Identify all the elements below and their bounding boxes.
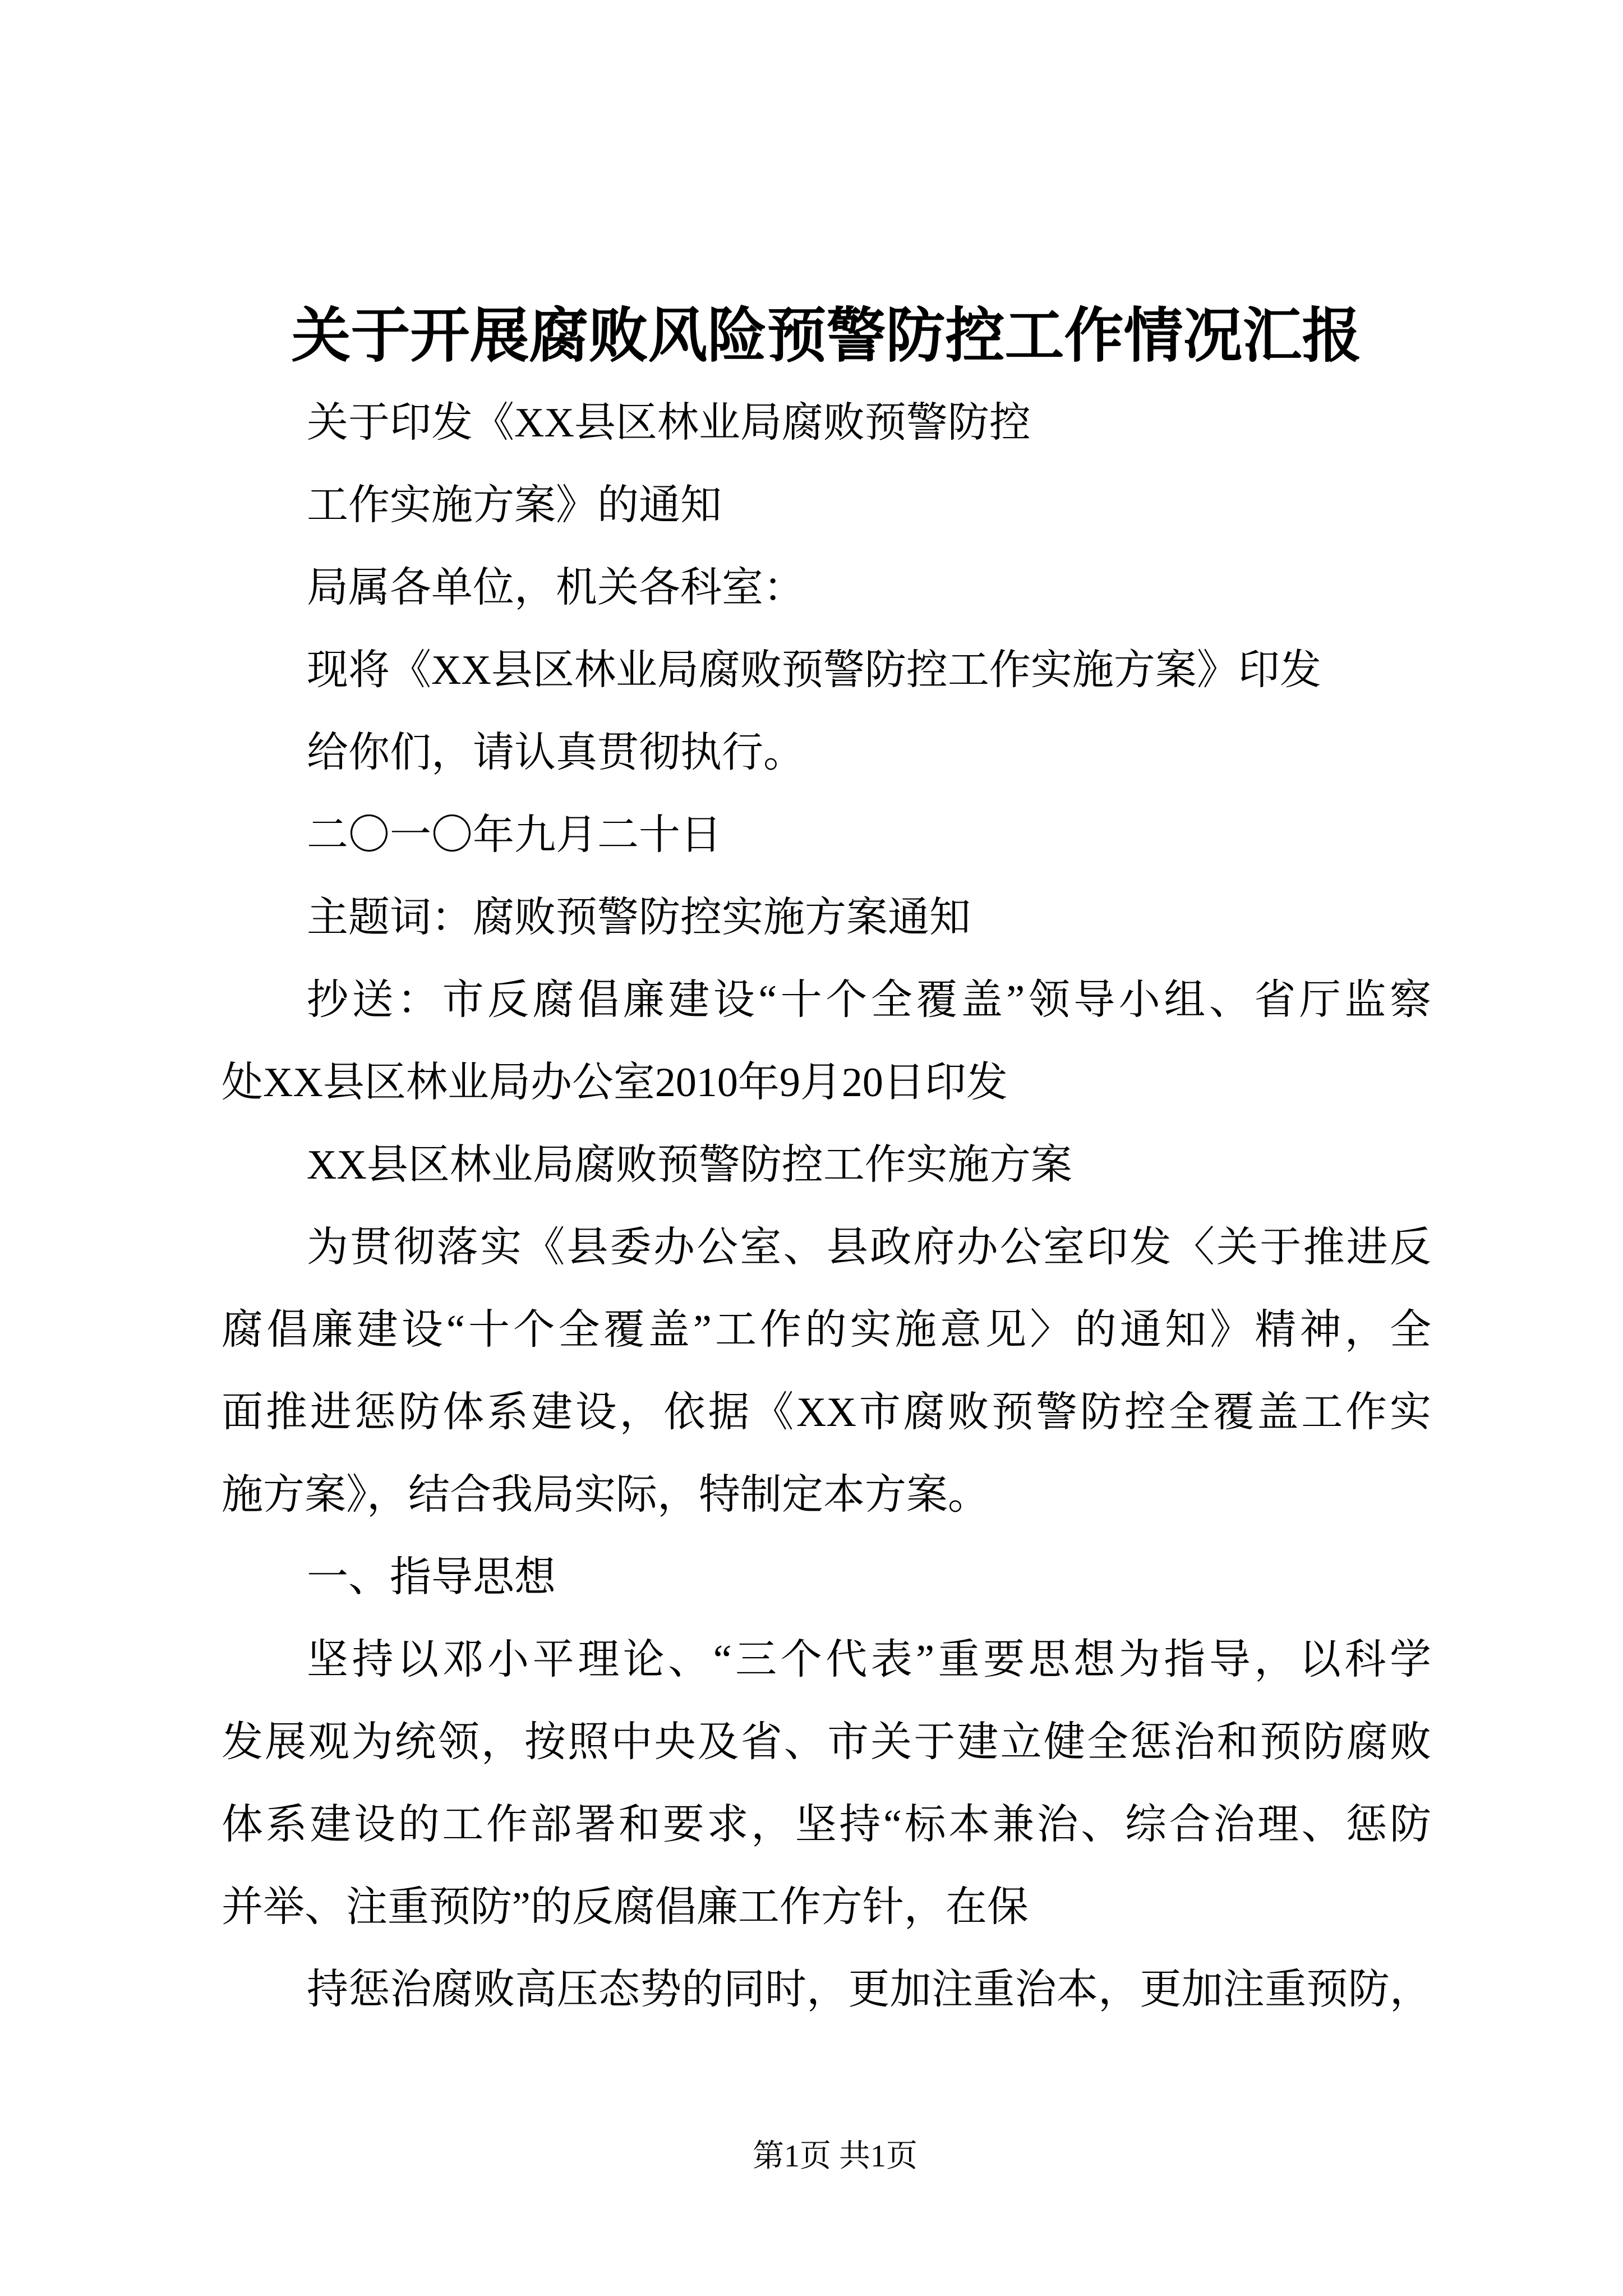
- document-line: 施方案》，结合我局实际，特制定本方案。: [222, 1472, 989, 1518]
- document-line: 坚持以邓小平理论、“三个代表”重要思想为指导，以科学: [307, 1637, 1431, 1683]
- document-line: 腐倡廉建设“十个全覆盖”工作的实施意见〉的通知》精神，全: [222, 1307, 1431, 1353]
- document-title: 关于开展腐败风险预警防控工作情况汇报: [291, 303, 1362, 369]
- document-line: 工作实施方案》的通知: [307, 482, 722, 528]
- document-line: 发展观为统领，按照中央及省、市关于建立健全惩治和预防腐败: [222, 1719, 1431, 1765]
- document-line: 处XX县区林业局办公室2010年9月20日印发: [222, 1060, 1008, 1106]
- document-line: 现将《XX县区林业局腐败预警防控工作实施方案》印发: [307, 647, 1321, 693]
- document-line: 抄送：市反腐倡廉建设“十个全覆盖”领导小组、省厅监察: [307, 977, 1431, 1023]
- document-line: 给你们，请认真贯彻执行。: [307, 730, 805, 776]
- document-line: 局属各单位，机关各科室：: [307, 565, 805, 611]
- section-heading: 一、指导思想: [307, 1554, 556, 1600]
- document-line: 持惩治腐败高压态势的同时，更加注重治本，更加注重预防，: [307, 1967, 1431, 2013]
- document-line: 关于印发《XX县区林业局腐败预警防控: [307, 400, 1031, 446]
- document-line: 为贯彻落实《县委办公室、县政府办公室印发〈关于推进反: [307, 1225, 1431, 1271]
- document-line: 体系建设的工作部署和要求，坚持“标本兼治、综合治理、惩防: [222, 1802, 1431, 1848]
- document-line: 面推进惩防体系建设，依据《XX市腐败预警防控全覆盖工作实: [222, 1389, 1431, 1435]
- document-line: 主题词：腐败预警防控实施方案通知: [307, 895, 971, 941]
- document-line: 二〇一〇年九月二十日: [307, 812, 722, 858]
- section-heading: XX县区林业局腐败预警防控工作实施方案: [307, 1142, 1072, 1188]
- document-line: 并举、注重预防”的反腐倡廉工作方针，在保: [222, 1884, 1029, 1930]
- page-number-footer: 第1页 共1页: [753, 2139, 917, 2174]
- document-body: [222, 382, 1431, 2031]
